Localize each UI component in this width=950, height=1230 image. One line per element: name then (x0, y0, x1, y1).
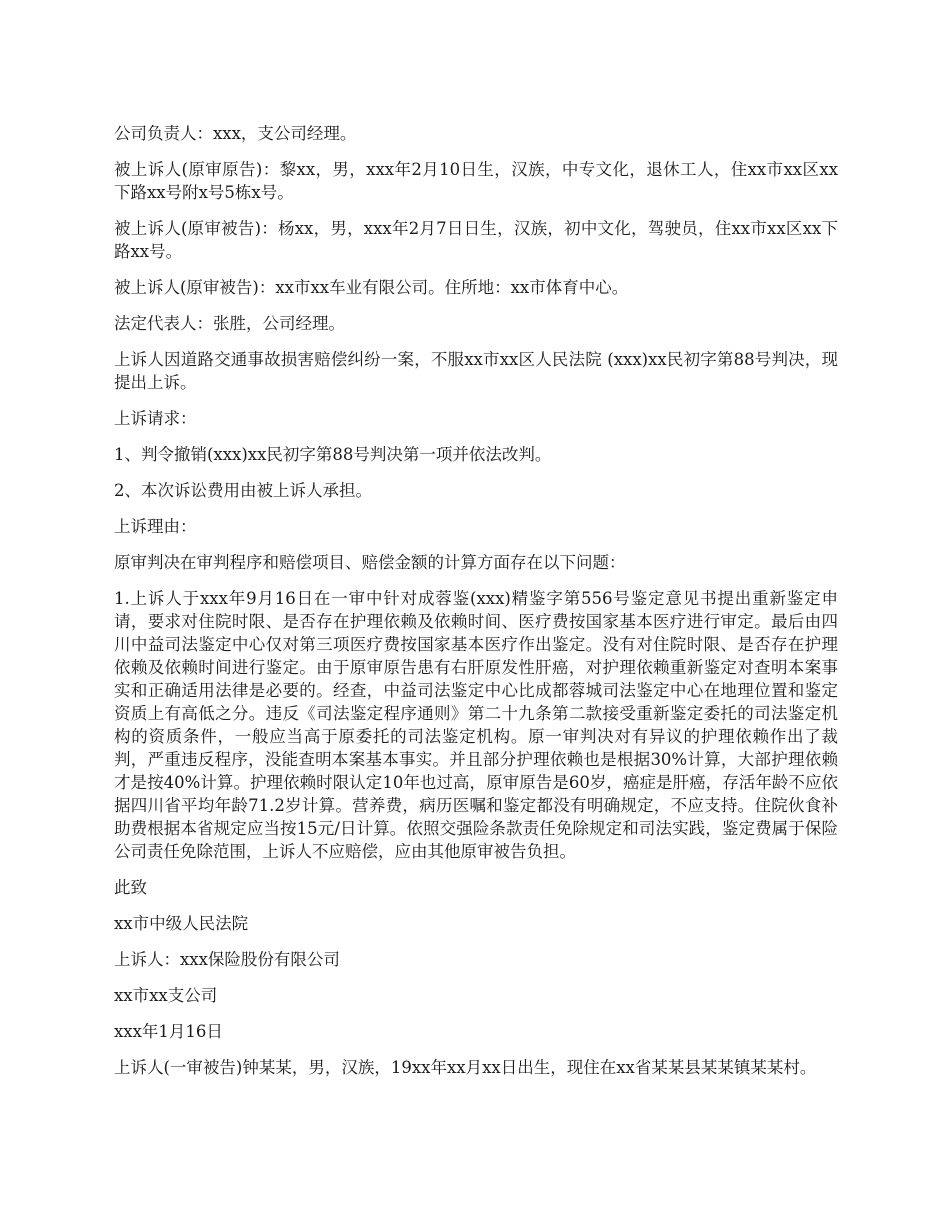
document-date: xxx年1月16日 (114, 1022, 223, 1041)
appellee-defendant-yang: 被上诉人(原审被告)：杨xx，男，xxx年2月7日日生，汉族，初中文化，驾驶员，住xx市xx区xx下路xx号。 (114, 219, 838, 261)
appeal-request-2: 2、本次诉讼费用由被上诉人承担。 (114, 481, 372, 500)
appeal-requests-heading: 上诉请求： (114, 409, 197, 428)
addressee-court: xx市中级人民法院 (114, 914, 249, 933)
appeal-reason-1: 1.上诉人于xxx年9月16日在一审中针对成蓉鉴(xxx)精鉴字第556号鉴定意见书提出重新鉴定申请，要求对住院时限、是否存在护理依赖及依赖时间、医疗费按国家基本医疗进行审定。最后由四川中益司法鉴定中心仅对第三项医疗费按国家基本医疗作出鉴定。没有对住院时限、是否存在护理依赖及依赖时间进行鉴定。由于原审原告患有右肝原发性肝癌，对护理依赖重新鉴定对查明本案事实和正确适用法律是必要的。经查，中益司法鉴定中心比成都蓉城司法鉴定中心在地理位置和鉴定资质上有高低之分。违反《司法鉴定程序通则》第二十九条第二款接受重新鉴定委托的司法鉴定机构的资质条件，一般应当高于原委托的司法鉴定机构。原一审判决对有异议的护理依赖作出了裁判，严重违反程序，没能查明本案基本事实。并且部分护理依赖也是根据30%计算，大部护理依赖才是按40%计算。护理依赖时限认定10年也过高，原审原告是60岁，癌症是肝癌，存活年龄不应依据四川省平均年龄71.2岁计算。营养费，病历医嘱和鉴定都没有明确规定，不应支持。住院伙食补助费根据本省规定应当按15元/日计算。依照交强险条款责任免除规定和司法实践，鉴定费属于保险公司责任免除范围，上诉人不应赔偿，应由其他原审被告负担。 (114, 589, 838, 861)
appellant-signature: 上诉人：xxx保险股份有限公司 (114, 950, 340, 969)
legal-representative: 法定代表人：张胜，公司经理。 (114, 314, 345, 333)
appeal-reasons-heading: 上诉理由： (114, 517, 197, 536)
appeal-reasons-intro: 原审判决在审判程序和赔偿项目、赔偿金额的计算方面存在以下问题： (114, 553, 626, 572)
salutation: 此致 (114, 878, 147, 897)
appellant-second-case: 上诉人(一审被告)钟某某，男，汉族，19xx年xx月xx日出生，现住在xx省某某县某某镇某某村。 (114, 1058, 817, 1077)
appellee-defendant-company: 被上诉人(原审被告)：xx市xx车业有限公司。住所地：xx市体育中心。 (114, 278, 629, 297)
company-responsible-person: 公司负责人：xxx，支公司经理。 (114, 124, 357, 143)
appellant-branch: xx市xx支公司 (114, 986, 218, 1005)
appellee-plaintiff: 被上诉人(原审原告)：黎xx，男，xxx年2月10日生，汉族，中专文化，退休工人，住xx市xx区xx下路xx号附x号5栋x号。 (114, 160, 838, 202)
document-page (114, 122, 838, 1092)
appeal-request-1: 1、判令撤销(xxx)xx民初字第88号判决第一项并依法改判。 (114, 445, 552, 464)
appeal-statement: 上诉人因道路交通事故损害赔偿纠纷一案，不服xx市xx区人民法院 (xxx)xx民初字第88号判决，现提出上诉。 (114, 350, 838, 392)
